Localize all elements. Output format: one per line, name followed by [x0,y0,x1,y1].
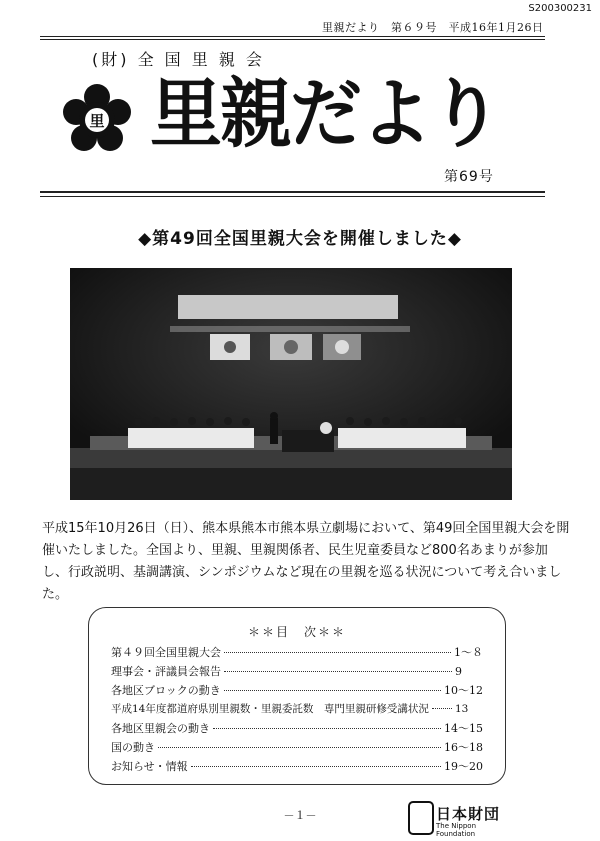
toc-page: 14～15 [444,722,483,735]
running-header: 里親だより 第６９号 平成16年1月26日 [322,21,544,34]
toc-row[interactable] [111,720,483,736]
toc-row[interactable] [111,701,483,716]
conference-photo [70,268,512,500]
toc-page: 1～８ [454,646,483,659]
flower-logo-icon [62,84,132,154]
toc-label: 平成14年度都道府県別里親数・里親委託数 専門里親研修受講状況 [111,703,429,715]
table-of-contents [88,607,506,785]
toc-leader [224,690,441,691]
toc-row[interactable] [111,663,483,679]
header-rule-bottom [40,39,545,40]
article-caption: 平成15年10月26日（日）、熊本県熊本市熊本県立劇場において、第49回全国里親大会を開催いたしました。全国より、里親、里親関係者、民生児童委員など800名あまりが参加し、行政説明、基調講演、シンポジウムなど現在の里親を巡る状況について考え合いました。 [42,521,570,602]
nippon-foundation-logo [408,801,508,838]
toc-leader [158,747,441,748]
toc-label: 第４９回全国里親大会 [111,646,221,659]
toc-leader [213,728,441,729]
page-number: －１－ [283,809,317,822]
toc-row[interactable] [111,758,483,774]
toc-label: 理事会・評議員会報告 [111,665,221,678]
toc-label: 各地区ブロックの動き [111,684,221,697]
toc-page: 13 [455,703,469,715]
title-rule-bottom [40,196,545,197]
toc-page: 16～18 [444,741,483,754]
toc-row[interactable] [111,739,483,755]
title-rule-top [40,191,545,193]
toc-leader [432,708,452,709]
nippon-foundation-name: 日本財団 [436,805,501,823]
toc-row[interactable] [111,644,483,660]
toc-leader [191,766,441,767]
nippon-foundation-subtitle: The Nippon Foundation [436,822,477,838]
toc-page: 19～20 [444,760,483,773]
header-rule-top [40,36,545,37]
newsletter-title: 里親だより [150,68,501,159]
logo-glyph: 里 [89,112,105,130]
toc-leader [224,652,451,653]
organization-name: (財) 全 国 里 親 会 [92,50,265,69]
toc-label: お知らせ・情報 [111,760,188,773]
toc-label: 国の動き [111,741,155,754]
toc-row[interactable] [111,682,483,698]
toc-label: 各地区里親会の動き [111,722,210,735]
toc-page: 10～12 [444,684,483,697]
issue-number: 第69号 [444,169,494,185]
toc-page: 9 [455,665,462,678]
toc-title: ＊＊目 次＊＊ [247,625,346,639]
headline: ◆第49回全国里親大会を開催しました◆ [138,229,462,249]
nippon-foundation-mark-icon [408,801,434,835]
document-id: S200300231 [528,3,592,14]
toc-leader [224,671,452,672]
